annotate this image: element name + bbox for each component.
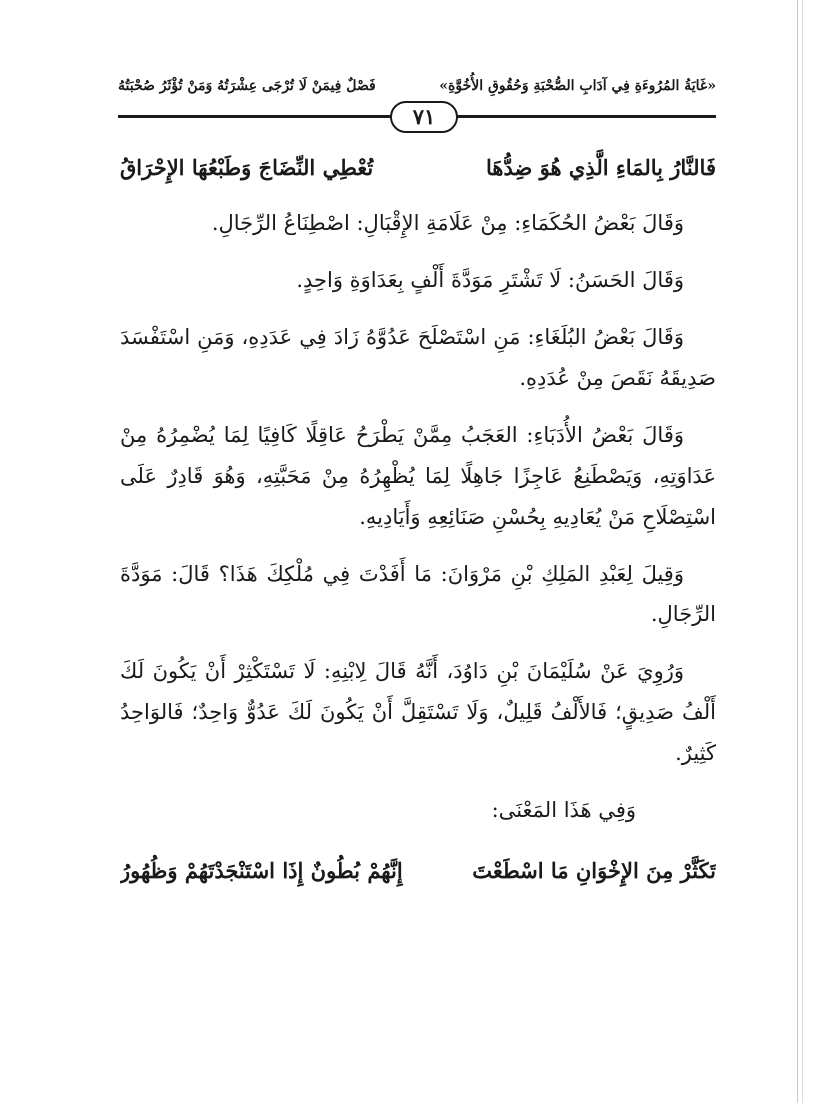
page-edge: [797, 0, 803, 1103]
verse-bottom-right-hemistich: تَكَثَّرْ مِنَ الإِخْوَانِ مَا اسْطَعْتَ: [472, 858, 716, 884]
verse-top-left-hemistich: تُعْطِي النِّضَاجَ وَطَبْعُهَا الإِحْرَاقُ: [120, 155, 374, 180]
paragraph-bulagha: وَقَالَ بَعْضُ البُلَغَاءِ: مَنِ اسْتَصْلَحَ عَدُوَّهُ زَادَ فِي عَدَدِهِ، وَمَنِ اسْتَفْسَدَ صَدِيقَهُ نَقَصَ مِنْ عُدَدِهِ.: [120, 324, 716, 390]
verse-bottom: [120, 851, 716, 892]
paragraph-hukama: وَقَالَ بَعْضُ الحُكَمَاءِ: مِنْ عَلَامَةِ الإِقْبَالِ: اصْطِنَاعُ الرِّجَالِ.: [211, 210, 684, 235]
page-number: ٧١: [390, 101, 458, 133]
page-body: [120, 148, 716, 1068]
paragraph-abdulmalik: وَقِيلَ لِعَبْدِ المَلِكِ بْنِ مَرْوَانَ: مَا أَفَدْتَ فِي مُلْكِكَ هَذَا؟ قَالَ: مَوَدَّةَ الرِّجَالِ.: [120, 561, 716, 627]
verse-top-right-hemistich: فَالنَّارُ بِالمَاءِ الَّذِي هُوَ ضِدُّهَا: [486, 155, 716, 180]
paragraph-intro-verse: وَفِي هَذَا المَعْنَى:: [491, 798, 636, 823]
paragraph-sulayman: وَرُوِيَ عَنْ سُلَيْمَانَ بْنِ دَاوُدَ، أَنَّهُ قَالَ لِابْنِهِ: لَا تَسْتَكْثِرْ أَنْ يَكُونَ لَكَ أَلْفُ صَدِيقٍ؛ فَالأَلْفُ قَلِيلٌ، وَلَا تَسْتَقِلَّ أَنْ يَكُونَ لَكَ عَدُوٌّ وَاحِدٌ؛ فَالوَاحِدُ كَثِيرٌ.: [120, 659, 716, 766]
paragraph-hasan: وَقَالَ الحَسَنُ: لَا تَشْتَرِ مَوَدَّةَ أَلْفٍ بِعَدَاوَةِ وَاحِدٍ.: [296, 267, 684, 292]
chapter-title: فَصْلٌ فِيمَنْ لَا تُرْجَى عِشْرَتُهُ وَمَنْ تُؤْثَرُ صُحْبَتُهُ: [118, 78, 376, 94]
book-title: «غَايَةُ المُرُوءَةِ فِي آدَابِ الصُّحْبَةِ وَحُقُوقِ الأُخُوَّةِ»: [439, 78, 716, 94]
verse-top: [120, 148, 716, 189]
paragraph-udaba: وَقَالَ بَعْضُ الأُدَبَاءِ: العَجَبُ مِمَّنْ يَطْرَحُ عَاقِلًا كَافِيًا لِمَا يُضْمِرُهُ مِنْ عَدَاوَتِهِ، وَيَصْطَنِعُ عَاجِزًا جَاهِلًا لِمَا يُظْهِرُهُ مِنْ مَحَبَّتِهِ، وَهُوَ قَادِرٌ عَلَى اسْتِصْلَاحِ مَنْ يُعَادِيهِ بِحُسْنِ صَنَائِعِهِ وَأَيَادِيهِ.: [120, 422, 716, 529]
verse-bottom-left-hemistich: إِنَّهُمْ بُطُونٌ إِذَا اسْتَنْجَدْتَهُمْ وَظُهُورُ: [120, 858, 403, 884]
